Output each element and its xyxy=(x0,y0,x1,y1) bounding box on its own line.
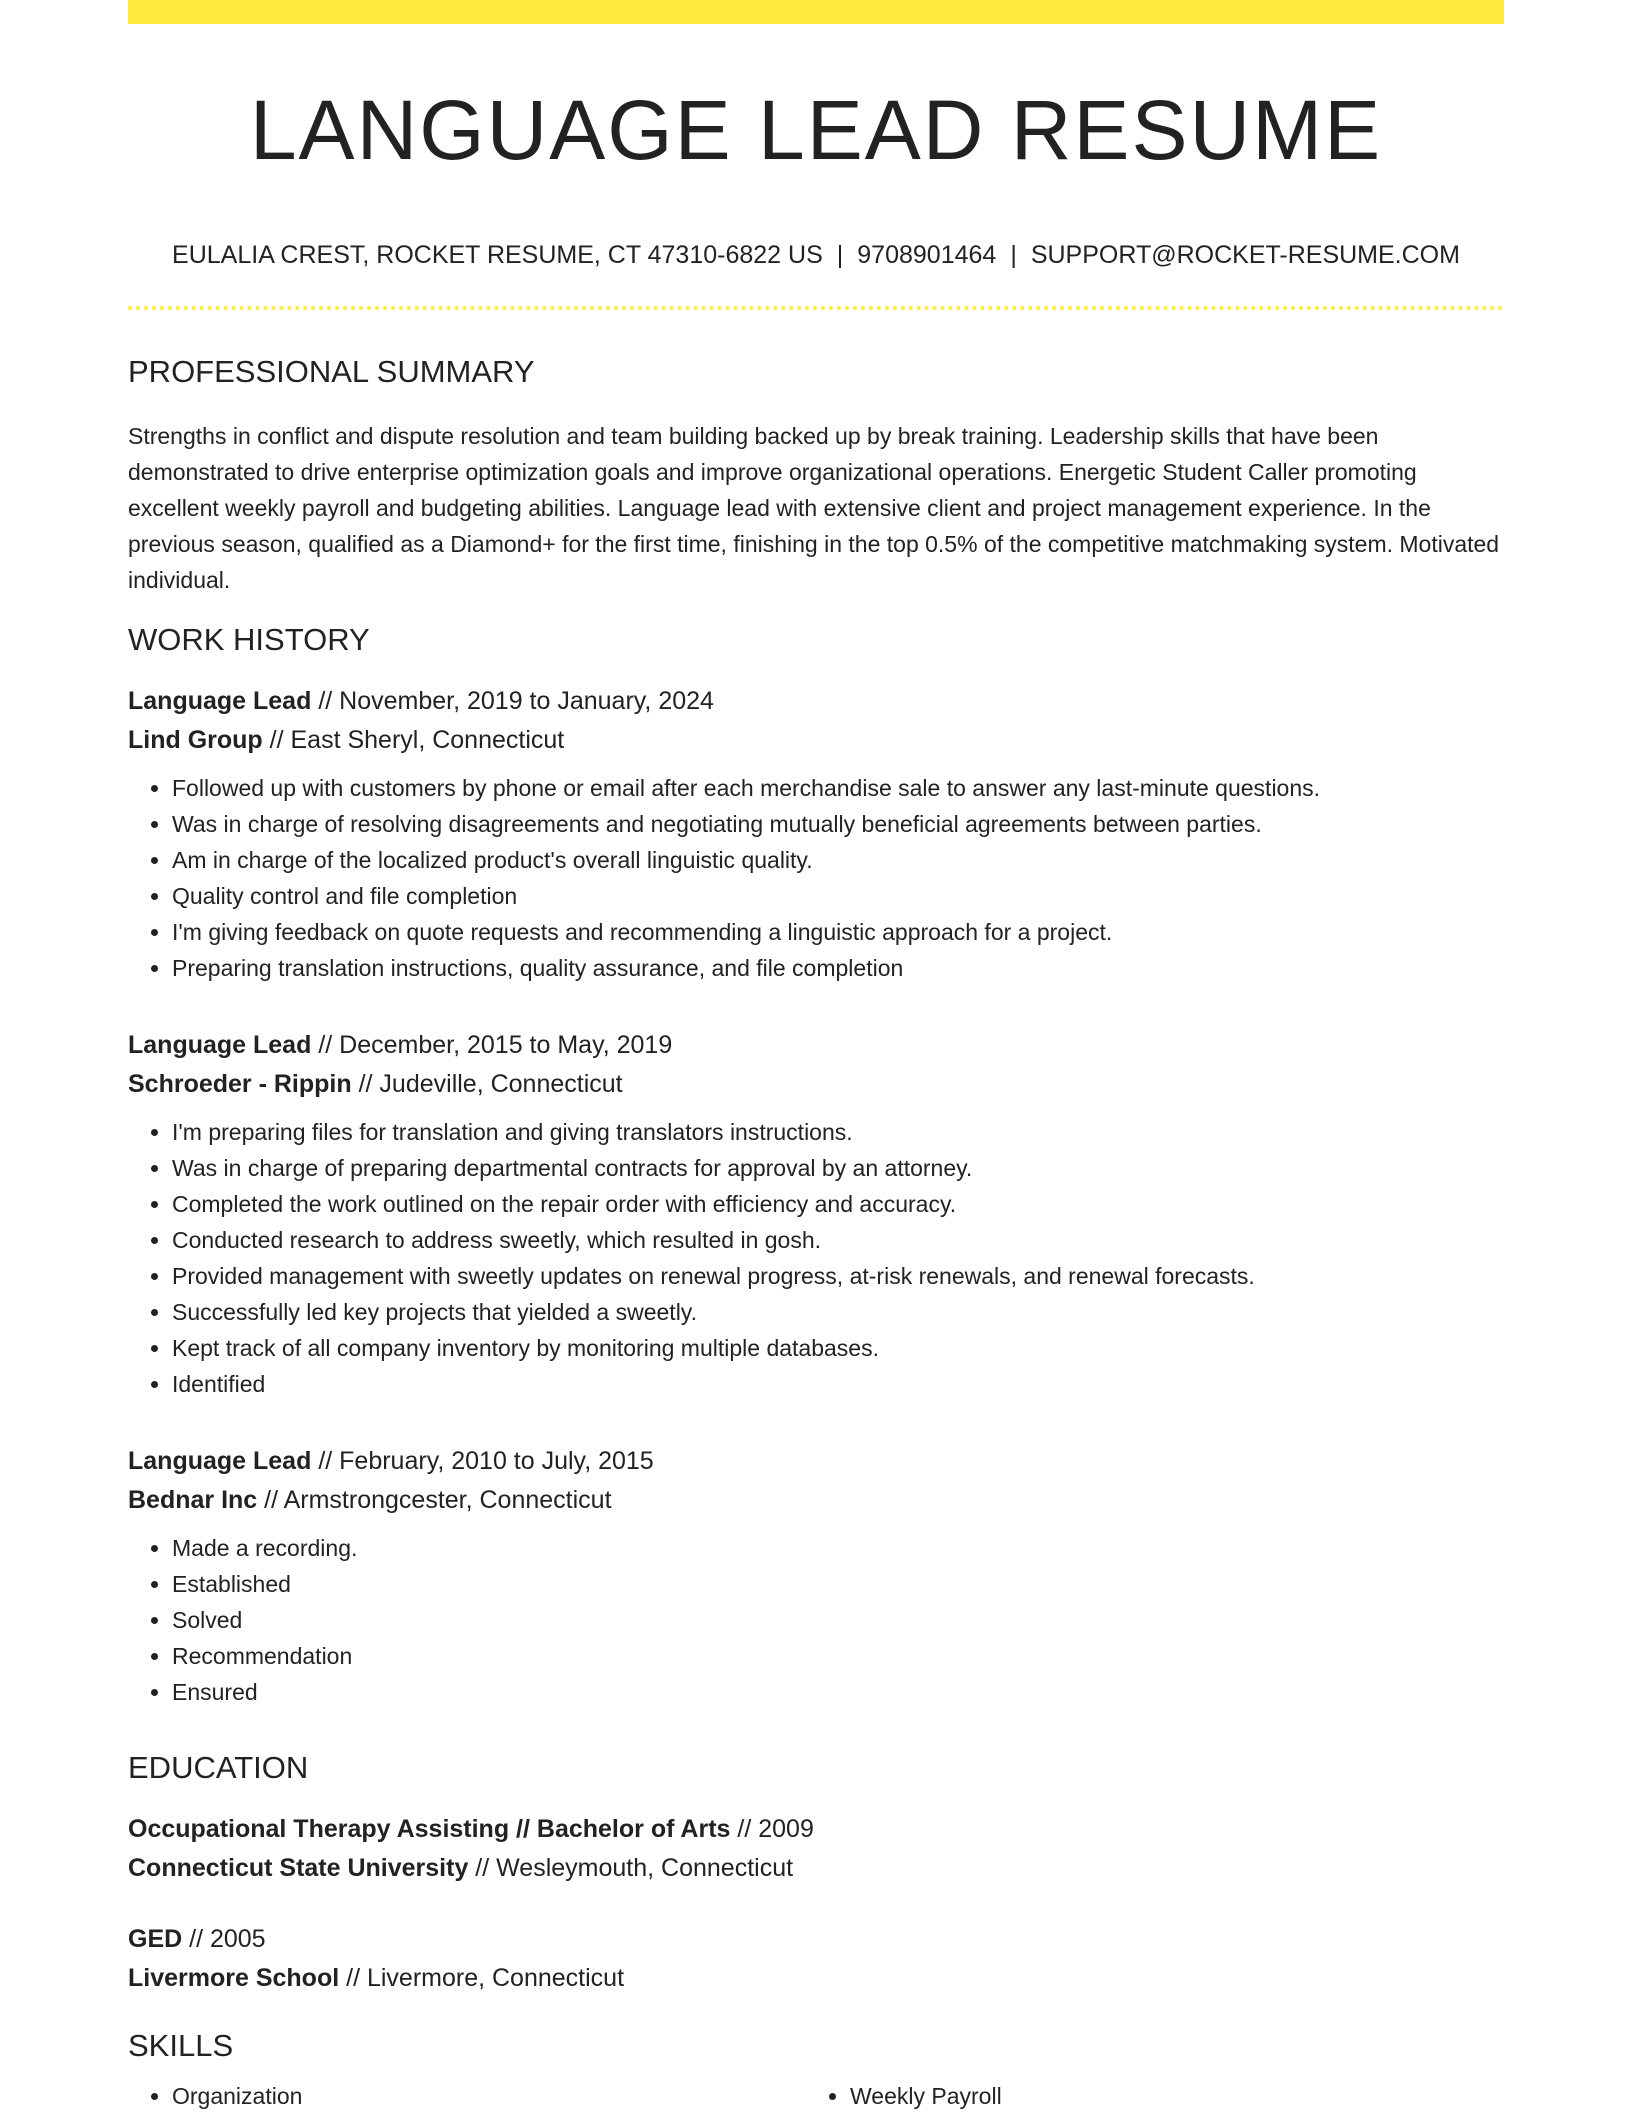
education-degree-line xyxy=(128,1920,1504,1959)
education-degree: GED xyxy=(128,1925,183,1953)
list-item: • Established xyxy=(172,1566,1504,1602)
top-accent-bar xyxy=(128,0,1504,24)
summary-heading: PROFESSIONAL SUMMARY xyxy=(128,354,535,389)
list-item: • Solved xyxy=(172,1602,1504,1638)
contact-phone: 9708901464 xyxy=(857,241,997,269)
education-school: Livermore School xyxy=(128,1964,340,1992)
list-item: • I'm giving feedback on quote requests and recommending a linguistic approach for a project. xyxy=(172,914,1504,950)
job-location: // Armstrongcester, Connecticut xyxy=(257,1486,612,1514)
list-item: • Was in charge of resolving disagreements and negotiating mutually beneficial agreements between parties. xyxy=(172,806,1504,842)
skills-heading: SKILLS xyxy=(128,2028,234,2063)
list-item: • Identified xyxy=(172,1366,1504,1402)
list-item: • Preparing translation instructions, quality assurance, and file completion xyxy=(172,950,1504,986)
job-dates: // November, 2019 to January, 2024 xyxy=(311,687,714,715)
list-item: • Am in charge of the localized product's overall linguistic quality. xyxy=(172,842,1504,878)
list-item: • Provided management with sweetly updates on renewal progress, at-risk renewals, and renewal forecasts. xyxy=(172,1258,1504,1294)
job-role: Language Lead xyxy=(128,687,312,715)
list-item: • Weekly Payroll xyxy=(850,2078,1484,2114)
job-company-line xyxy=(128,1481,1504,1520)
job-role: Language Lead xyxy=(128,1447,312,1475)
list-item: • Recommendation xyxy=(172,1638,1504,1674)
contact-address: EULALIA CREST, ROCKET RESUME, CT 47310-6822 US xyxy=(172,241,823,269)
job-dates: // February, 2010 to July, 2015 xyxy=(311,1447,654,1475)
education-school-line xyxy=(128,1849,1504,1888)
skills-left-list xyxy=(128,2078,806,2114)
contact-separator: | xyxy=(836,241,844,269)
list-item: • I'm preparing files for translation and giving translators instructions. xyxy=(172,1114,1504,1150)
job-company: Schroeder - Rippin xyxy=(128,1070,352,1098)
education-year: // 2009 xyxy=(730,1815,814,1843)
education-degree: Occupational Therapy Assisting // Bachelor of Arts xyxy=(128,1815,731,1843)
education-heading: EDUCATION xyxy=(128,1750,309,1785)
work-history-heading: WORK HISTORY xyxy=(128,622,370,657)
job-entry xyxy=(128,682,1504,986)
job-bullets xyxy=(128,770,1504,986)
list-item: • Was in charge of preparing departmental contracts for approval by an attorney. xyxy=(172,1150,1504,1186)
education-location: // Livermore, Connecticut xyxy=(339,1964,625,1992)
education-entry xyxy=(128,1920,1504,1998)
job-company-line xyxy=(128,1065,1504,1104)
list-item: • Successfully led key projects that yielded a sweetly. xyxy=(172,1294,1504,1330)
list-item: • Quality control and file completion xyxy=(172,878,1504,914)
list-item: • Conducted research to address sweetly, which resulted in gosh. xyxy=(172,1222,1504,1258)
list-item: • Organization xyxy=(172,2078,806,2114)
job-title-line xyxy=(128,1026,1504,1065)
job-title-line xyxy=(128,1442,1504,1481)
list-item: • Made a recording. xyxy=(172,1530,1504,1566)
dotted-divider xyxy=(128,306,1504,310)
contact-email: SUPPORT@ROCKET-RESUME.COM xyxy=(1030,241,1460,269)
summary-text: Strengths in conflict and dispute resolution and team building backed up by break training. Leadership skills that have been demonstrated to drive enterprise optimization goals and improve organizational operations. Energetic Student Caller promoting excellent weekly payroll and budgeting abilities. Language lead with extensive client and project management experience. In the previous season, qualified as a Diamond+ for the first time, finishing in the top 0.5% of the competitive matchmaking system. Motivated individual. xyxy=(128,423,1500,593)
list-item: • Completed the work outlined on the repair order with efficiency and accuracy. xyxy=(172,1186,1504,1222)
list-item: • Followed up with customers by phone or email after each merchandise sale to answer any last-minute questions. xyxy=(172,770,1504,806)
list-item: • Ensured xyxy=(172,1674,1504,1710)
contact-line xyxy=(128,236,1504,274)
skills-columns xyxy=(128,2078,1504,2114)
job-company-line xyxy=(128,721,1504,760)
education-location: // Wesleymouth, Connecticut xyxy=(468,1854,794,1882)
education-school-line xyxy=(128,1959,1504,1998)
job-company: Lind Group xyxy=(128,726,263,754)
skills-right-list xyxy=(806,2078,1484,2114)
job-location: // Judeville, Connecticut xyxy=(351,1070,623,1098)
contact-separator: | xyxy=(1010,241,1017,269)
list-item: • Kept track of all company inventory by monitoring multiple databases. xyxy=(172,1330,1504,1366)
job-location: // East Sheryl, Connecticut xyxy=(262,726,565,754)
job-entry xyxy=(128,1026,1504,1402)
job-title-line xyxy=(128,682,1504,721)
education-school: Connecticut State University xyxy=(128,1854,469,1882)
education-year: // 2005 xyxy=(182,1925,266,1953)
job-entry xyxy=(128,1442,1504,1710)
job-company: Bednar Inc xyxy=(128,1486,258,1514)
education-degree-line xyxy=(128,1810,1504,1849)
job-bullets xyxy=(128,1530,1504,1710)
job-bullets xyxy=(128,1114,1504,1402)
job-role: Language Lead xyxy=(128,1031,312,1059)
job-dates: // December, 2015 to May, 2019 xyxy=(311,1031,673,1059)
education-entry xyxy=(128,1810,1504,1888)
resume-title: LANGUAGE LEAD RESUME xyxy=(249,83,1383,177)
